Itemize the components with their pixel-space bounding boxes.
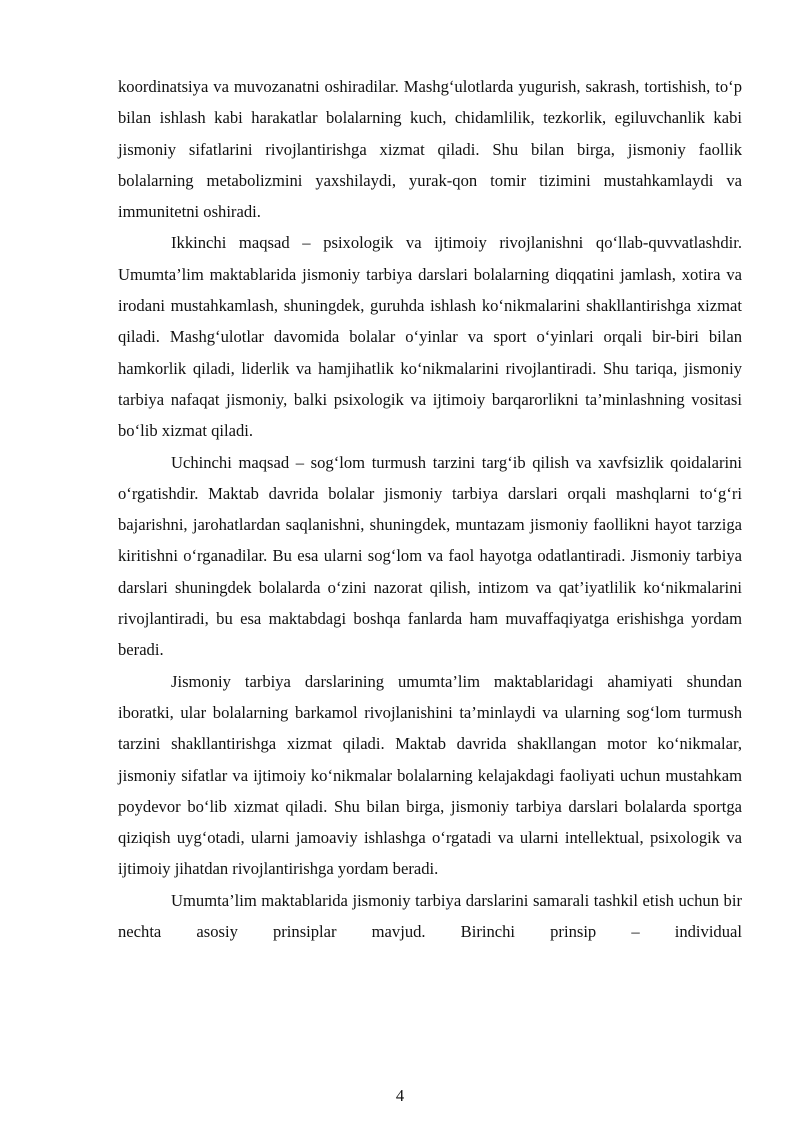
paragraph-importance: Jismoniy tarbiya darslarining umumta’lim maktablaridagi ahamiyati shundan iboratki, ular bolalarning barkamol rivojlanishini ta’minlaydi va ularning sog‘lom turmush tarzini shakllantirishga xizmat qiladi. Maktab davrida shakllangan motor ko‘nikmalar, jismoniy sifatlar va ijtimoiy ko‘nikmalar bolalarning kelajakdagi faoliyati uchun mustahkam poydevor bo‘lib xizmat qiladi. Shu bilan birga, jismoniy tarbiya darslari bolalarda sportga qiziqish uyg‘otadi, ularni jamoaviy ishlashga o‘rgatadi va ularni intellektual, psixologik va ijtimoiy jihatdan rivojlantirishga yordam beradi. <box>118 671 742 879</box>
document-page <box>118 71 742 947</box>
paragraph-continuation: koordinatsiya va muvozanatni oshiradilar. Mashg‘ulotlarda yugurish, sakrash, tortishish, to‘p bilan ishlash kabi harakatlar bolalarning kuch, chidamlilik, tezkorlik, egiluvchanlik kabi jismoniy sifatlarini rivojlantirishga xizmat qiladi. Shu bilan birga, jismoniy faollik bolalarning metabolizmini yaxshilaydi, yurak-qon tomir tizimini mustahkamlaydi va immunitetni oshiradi. <box>118 77 742 222</box>
paragraph-second-goal: Ikkinchi maqsad – psixologik va ijtimoiy rivojlanishni qo‘llab-quvvatlashdir. Umumta’lim maktablarida jismoniy tarbiya darslari bolalarning diqqatini jamlash, xotira va irodani mustahkamlash, shuningdek, guruhda ishlash ko‘nikmalarini shakllantirishga xizmat qiladi. Mashg‘ulotlar davomida bolalar o‘yinlar va sport o‘yinlari orqali bir-biri bilan hamkorlik qiladi, liderlik va hamjihatlik ko‘nikmalarini rivojlantiradi. Shu tariqa, jismoniy tarbiya nafaqat jismoniy, balki psixologik va ijtimoiy barqarorlikni ta’minlashning vositasi bo‘lib xizmat qiladi. <box>118 233 742 441</box>
paragraph-third-goal: Uchinchi maqsad – sog‘lom turmush tarzini targ‘ib qilish va xavfsizlik qoidalarini o‘rgatishdir. Maktab davrida bolalar jismoniy tarbiya darslari orqali mashqlarni to‘g‘ri bajarishni, jarohatlardan saqlanishni, shuningdek, muntazam jismoniy faollikni hayot tarziga kiritishni o‘rganadilar. Bu esa ularni sog‘lom va faol hayotga odatlantiradi. Jismoniy tarbiya darslari shuningdek bolalarda o‘zini nazorat qilish, intizom va qat’iyatlilik ko‘nikmalarini rivojlantiradi, bu esa maktabdagi boshqa fanlarda ham muvaffaqiyatga erishishga yordam beradi. <box>118 452 742 660</box>
page-number: 4 <box>395 1086 405 1105</box>
paragraph-principles: Umumta’lim maktablarida jismoniy tarbiya darslarini samarali tashkil etish uchun bir nechta asosiy prinsiplar mavjud. Birinchi prinsip – individual <box>118 890 742 942</box>
